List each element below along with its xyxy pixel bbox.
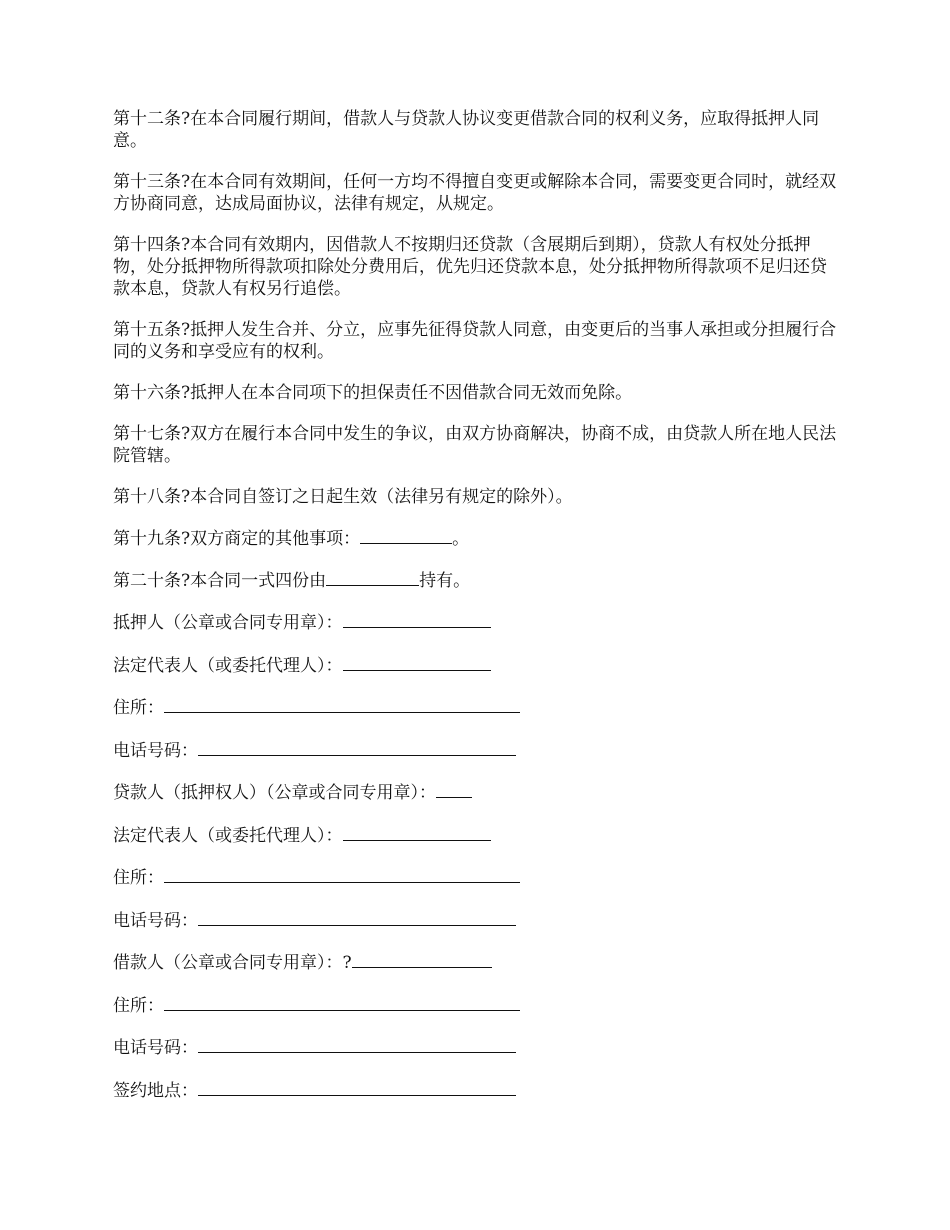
- signature-address-1: [113, 696, 843, 719]
- clause-20: [113, 569, 843, 592]
- signature-blank[interactable]: [436, 781, 472, 798]
- signature-label: 住所：: [113, 868, 164, 888]
- contract-page: [113, 108, 843, 1121]
- clause-16: 第十六条?抵押人在本合同项下的担保责任不因借款合同无效而免除。: [113, 383, 633, 403]
- signature-label: 电话号码：: [113, 1038, 198, 1058]
- signature-label: 电话号码：: [113, 740, 198, 761]
- signature-phone-2: [113, 909, 843, 932]
- signature-blank[interactable]: [352, 951, 492, 968]
- clause-19-suffix: 。: [452, 529, 470, 549]
- clause-18: 第十八条?本合同自签订之日起生效（法律另有规定的除外）。: [113, 487, 573, 507]
- signature-blank[interactable]: [343, 611, 491, 628]
- signature-legal-rep-2: [113, 824, 843, 847]
- signature-blank[interactable]: [164, 696, 520, 713]
- signature-blank[interactable]: [343, 654, 491, 671]
- signature-label: 电话号码：: [113, 910, 198, 931]
- signature-label: 住所：: [113, 698, 164, 718]
- signature-label: 借款人（公章或合同专用章）：?: [113, 953, 352, 973]
- clause-19: [113, 527, 843, 550]
- clause-20-suffix: 持有。: [419, 571, 471, 591]
- clause-20-blank[interactable]: [326, 569, 419, 586]
- clause-14: 第十四条?本合同有效期内，因借款人不按期归还贷款（含展期后到期），贷款人有权处分抵押物，处分抵押物所得款项扣除处分费用后，优先归还贷款本息，处分抵押物所得款项不足归还贷款本息，贷款人有权另行追偿。: [113, 235, 827, 299]
- signature-blank[interactable]: [198, 739, 516, 756]
- signature-label: 法定代表人（或委托代理人）：: [113, 655, 343, 676]
- signature-blank[interactable]: [164, 994, 520, 1011]
- clause-19-text: 第十九条?双方商定的其他事项：: [113, 529, 361, 549]
- clause-19-blank[interactable]: [360, 527, 452, 544]
- signature-lender-seal: [113, 781, 843, 804]
- signature-label: 法定代表人（或委托代理人）：: [113, 825, 343, 846]
- signature-address-2: [113, 866, 843, 889]
- signature-blank[interactable]: [198, 1036, 516, 1053]
- signature-borrower-seal: [113, 951, 843, 974]
- signature-location: [113, 1079, 843, 1102]
- clause-17: 第十七条?双方在履行本合同中发生的争议，由双方协商解决，协商不成，由贷款人所在地人民法院管辖。: [113, 424, 837, 466]
- signature-blank[interactable]: [198, 909, 516, 926]
- signature-blank[interactable]: [164, 866, 520, 883]
- signature-mortgagor-seal: [113, 611, 843, 634]
- signature-label: 抵押人（公章或合同专用章）：: [113, 613, 343, 633]
- signature-legal-rep-1: [113, 654, 843, 677]
- signature-blank[interactable]: [343, 824, 491, 841]
- clause-13: 第十三条?在本合同有效期间，任何一方均不得擅自变更或解除本合同，需要变更合同时，就经双方协商同意，达成局面协议，法律有规定，从规定。: [113, 172, 837, 214]
- signature-phone-1: [113, 739, 843, 762]
- signature-label: 住所：: [113, 995, 164, 1016]
- clause-12: 第十二条?在本合同履行期间，借款人与贷款人协议变更借款合同的权利义务，应取得抵押人同意。: [113, 109, 820, 151]
- signature-label: 贷款人（抵押权人）（公章或合同专用章）：: [113, 783, 436, 803]
- clause-20-text: 第二十条?本合同一式四份由: [113, 571, 327, 591]
- signature-address-3: [113, 994, 843, 1017]
- clause-15: 第十五条?抵押人发生合并、分立，应事先征得贷款人同意，由变更后的当事人承担或分担履行合同的义务和享受应有的权利。: [113, 320, 837, 362]
- signature-label: 签约地点：: [113, 1080, 198, 1101]
- signature-phone-3: [113, 1036, 843, 1059]
- signature-blank[interactable]: [198, 1079, 516, 1096]
